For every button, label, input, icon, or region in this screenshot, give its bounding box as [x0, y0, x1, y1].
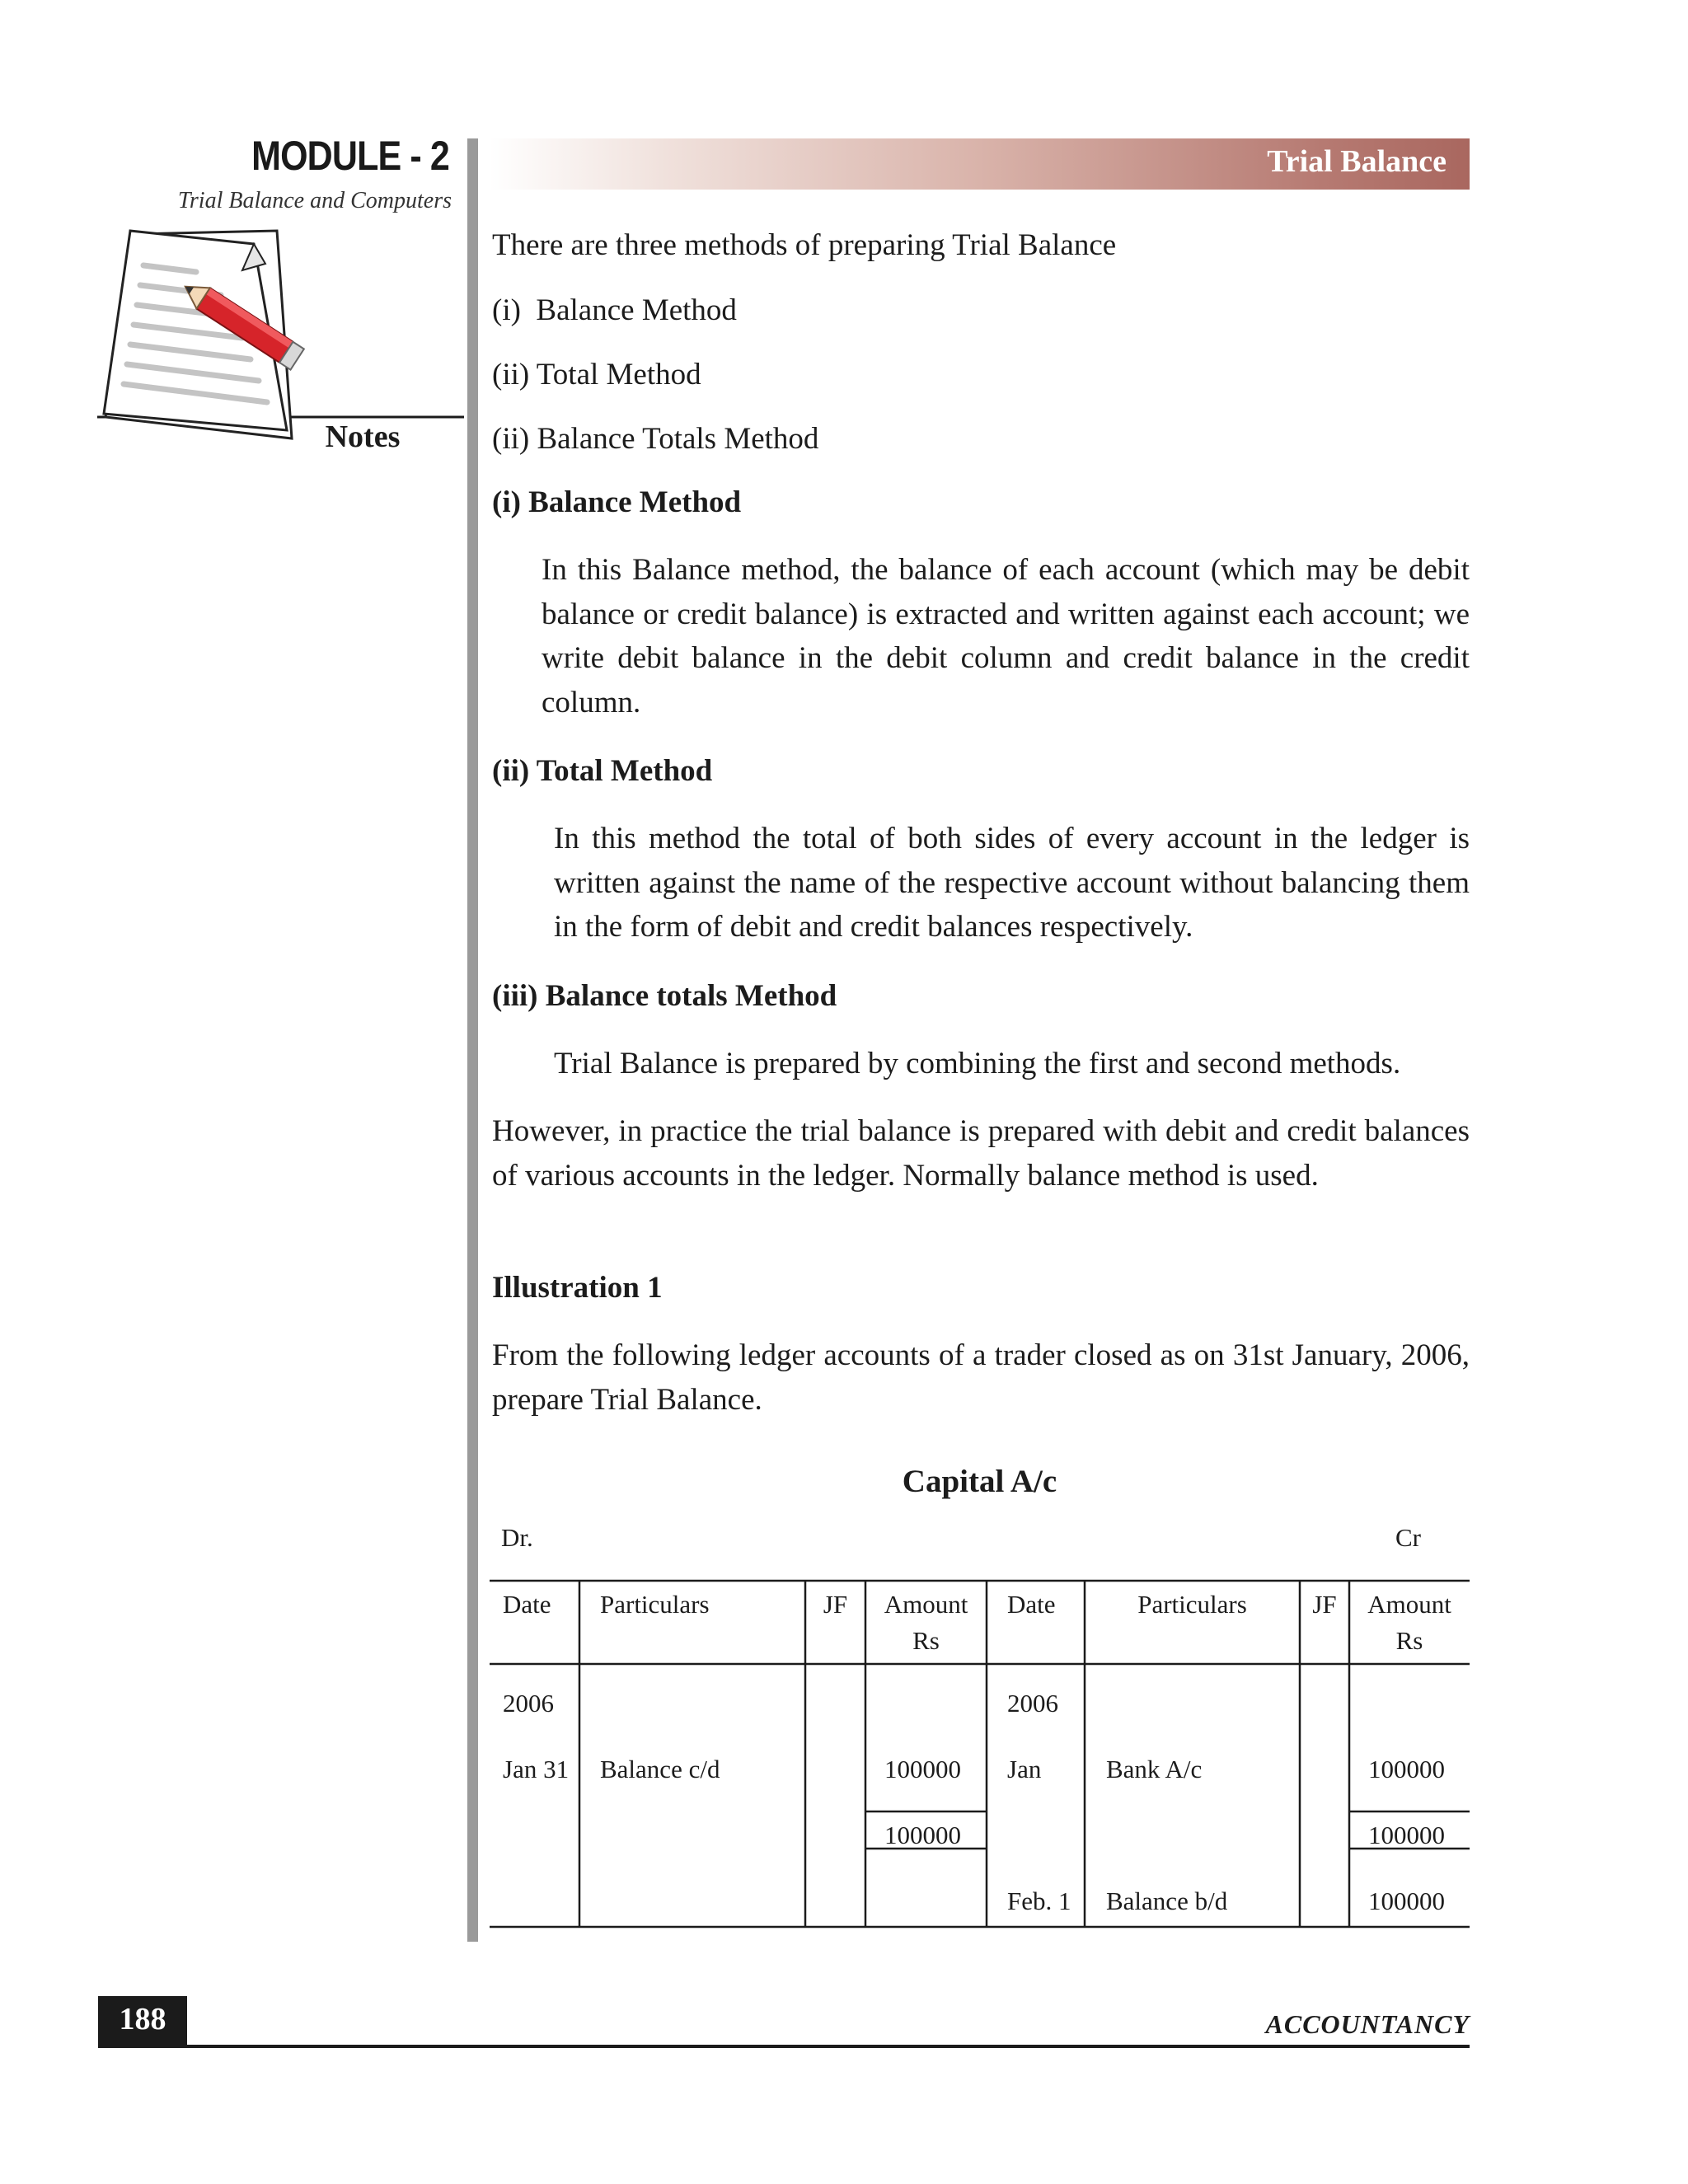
intro-lead: There are three methods of preparing Trial Balance [492, 228, 1117, 262]
ledger-header-jf: JF [1312, 1590, 1337, 1619]
section-body: In this Balance method, the balance of each account (which may be debit balance or credit balance) is extracted and written against each account; we write debit balance in the debit column and credit balance in the credit column. [542, 553, 1470, 719]
practice-note: However, in practice the trial balance is prepared with debit and credit balances of various accounts in the ledger. Normally balance method is used. [492, 1114, 1470, 1193]
ledger-header-amount: Amount [884, 1590, 968, 1619]
illustration-heading: Illustration 1 [492, 1271, 663, 1305]
section-body: In this method the total of both sides of every account in the ledger is written against the name of the respective account without balancing them in the form of debit and credit balances respectively. [554, 822, 1470, 944]
ledger-header-amount-unit: Rs [912, 1626, 940, 1655]
ledger-debit-total: 100000 [884, 1821, 961, 1849]
page-number: 188 [119, 2002, 166, 2036]
ledger-header-particulars: Particulars [600, 1590, 710, 1619]
section-heading: (i) Balance Method [492, 485, 742, 519]
ledger-credit-carry-date: Feb. 1 [1007, 1886, 1071, 1915]
ledger-credit-carry-amount: 100000 [1368, 1886, 1445, 1915]
ledger-header-date: Date [1007, 1590, 1056, 1619]
section-heading: (iii) Balance totals Method [492, 979, 837, 1013]
section-header-band [490, 138, 1470, 190]
section-heading: (ii) Total Method [492, 754, 713, 788]
ledger-header-jf: JF [823, 1590, 848, 1619]
margin-rule [467, 138, 478, 1942]
method-list-item: (i) Balance Method [492, 293, 737, 327]
illustration-text: From the following ledger accounts of a trader closed as on 31st January, 2006, prepare Trial Balance. [492, 1338, 1470, 1417]
ledger-header-particulars: Particulars [1137, 1590, 1247, 1619]
ledger-debit-date: Jan 31 [503, 1755, 570, 1783]
ledger-header-date: Date [503, 1590, 551, 1619]
ledger-credit-carry-particulars: Balance b/d [1106, 1886, 1228, 1915]
ledger-debit-year: 2006 [503, 1689, 554, 1718]
module-title: MODULE - 2 [251, 133, 449, 179]
notes-label: Notes [325, 419, 401, 454]
ledger-debit-particulars: Balance c/d [600, 1755, 720, 1783]
section-header-title: Trial Balance [1267, 144, 1447, 179]
method-list-item: (ii) Total Method [492, 358, 701, 391]
ledger-title: Capital A/c [902, 1464, 1057, 1499]
footer-rule [98, 2045, 1470, 2048]
credit-label: Cr [1395, 1523, 1421, 1552]
method-list-item: (ii) Balance Totals Method [492, 422, 819, 456]
debit-label: Dr. [501, 1523, 533, 1552]
ledger-credit-particulars: Bank A/c [1106, 1755, 1203, 1783]
page-number-box [98, 1996, 187, 2046]
ledger-header-amount-unit: Rs [1395, 1626, 1423, 1655]
section-body: Trial Balance is prepared by combining the first and second methods. [554, 1047, 1401, 1080]
ledger-credit-date: Jan [1007, 1755, 1042, 1783]
module-subtitle: Trial Balance and Computers [177, 188, 452, 213]
ledger-credit-year: 2006 [1007, 1689, 1058, 1718]
ledger-credit-amount: 100000 [1368, 1755, 1445, 1783]
footer-subject: ACCOUNTANCY [1265, 2009, 1470, 2039]
ledger-credit-total: 100000 [1368, 1821, 1445, 1849]
ledger-header-amount: Amount [1367, 1590, 1451, 1619]
ledger-debit-amount: 100000 [884, 1755, 961, 1783]
